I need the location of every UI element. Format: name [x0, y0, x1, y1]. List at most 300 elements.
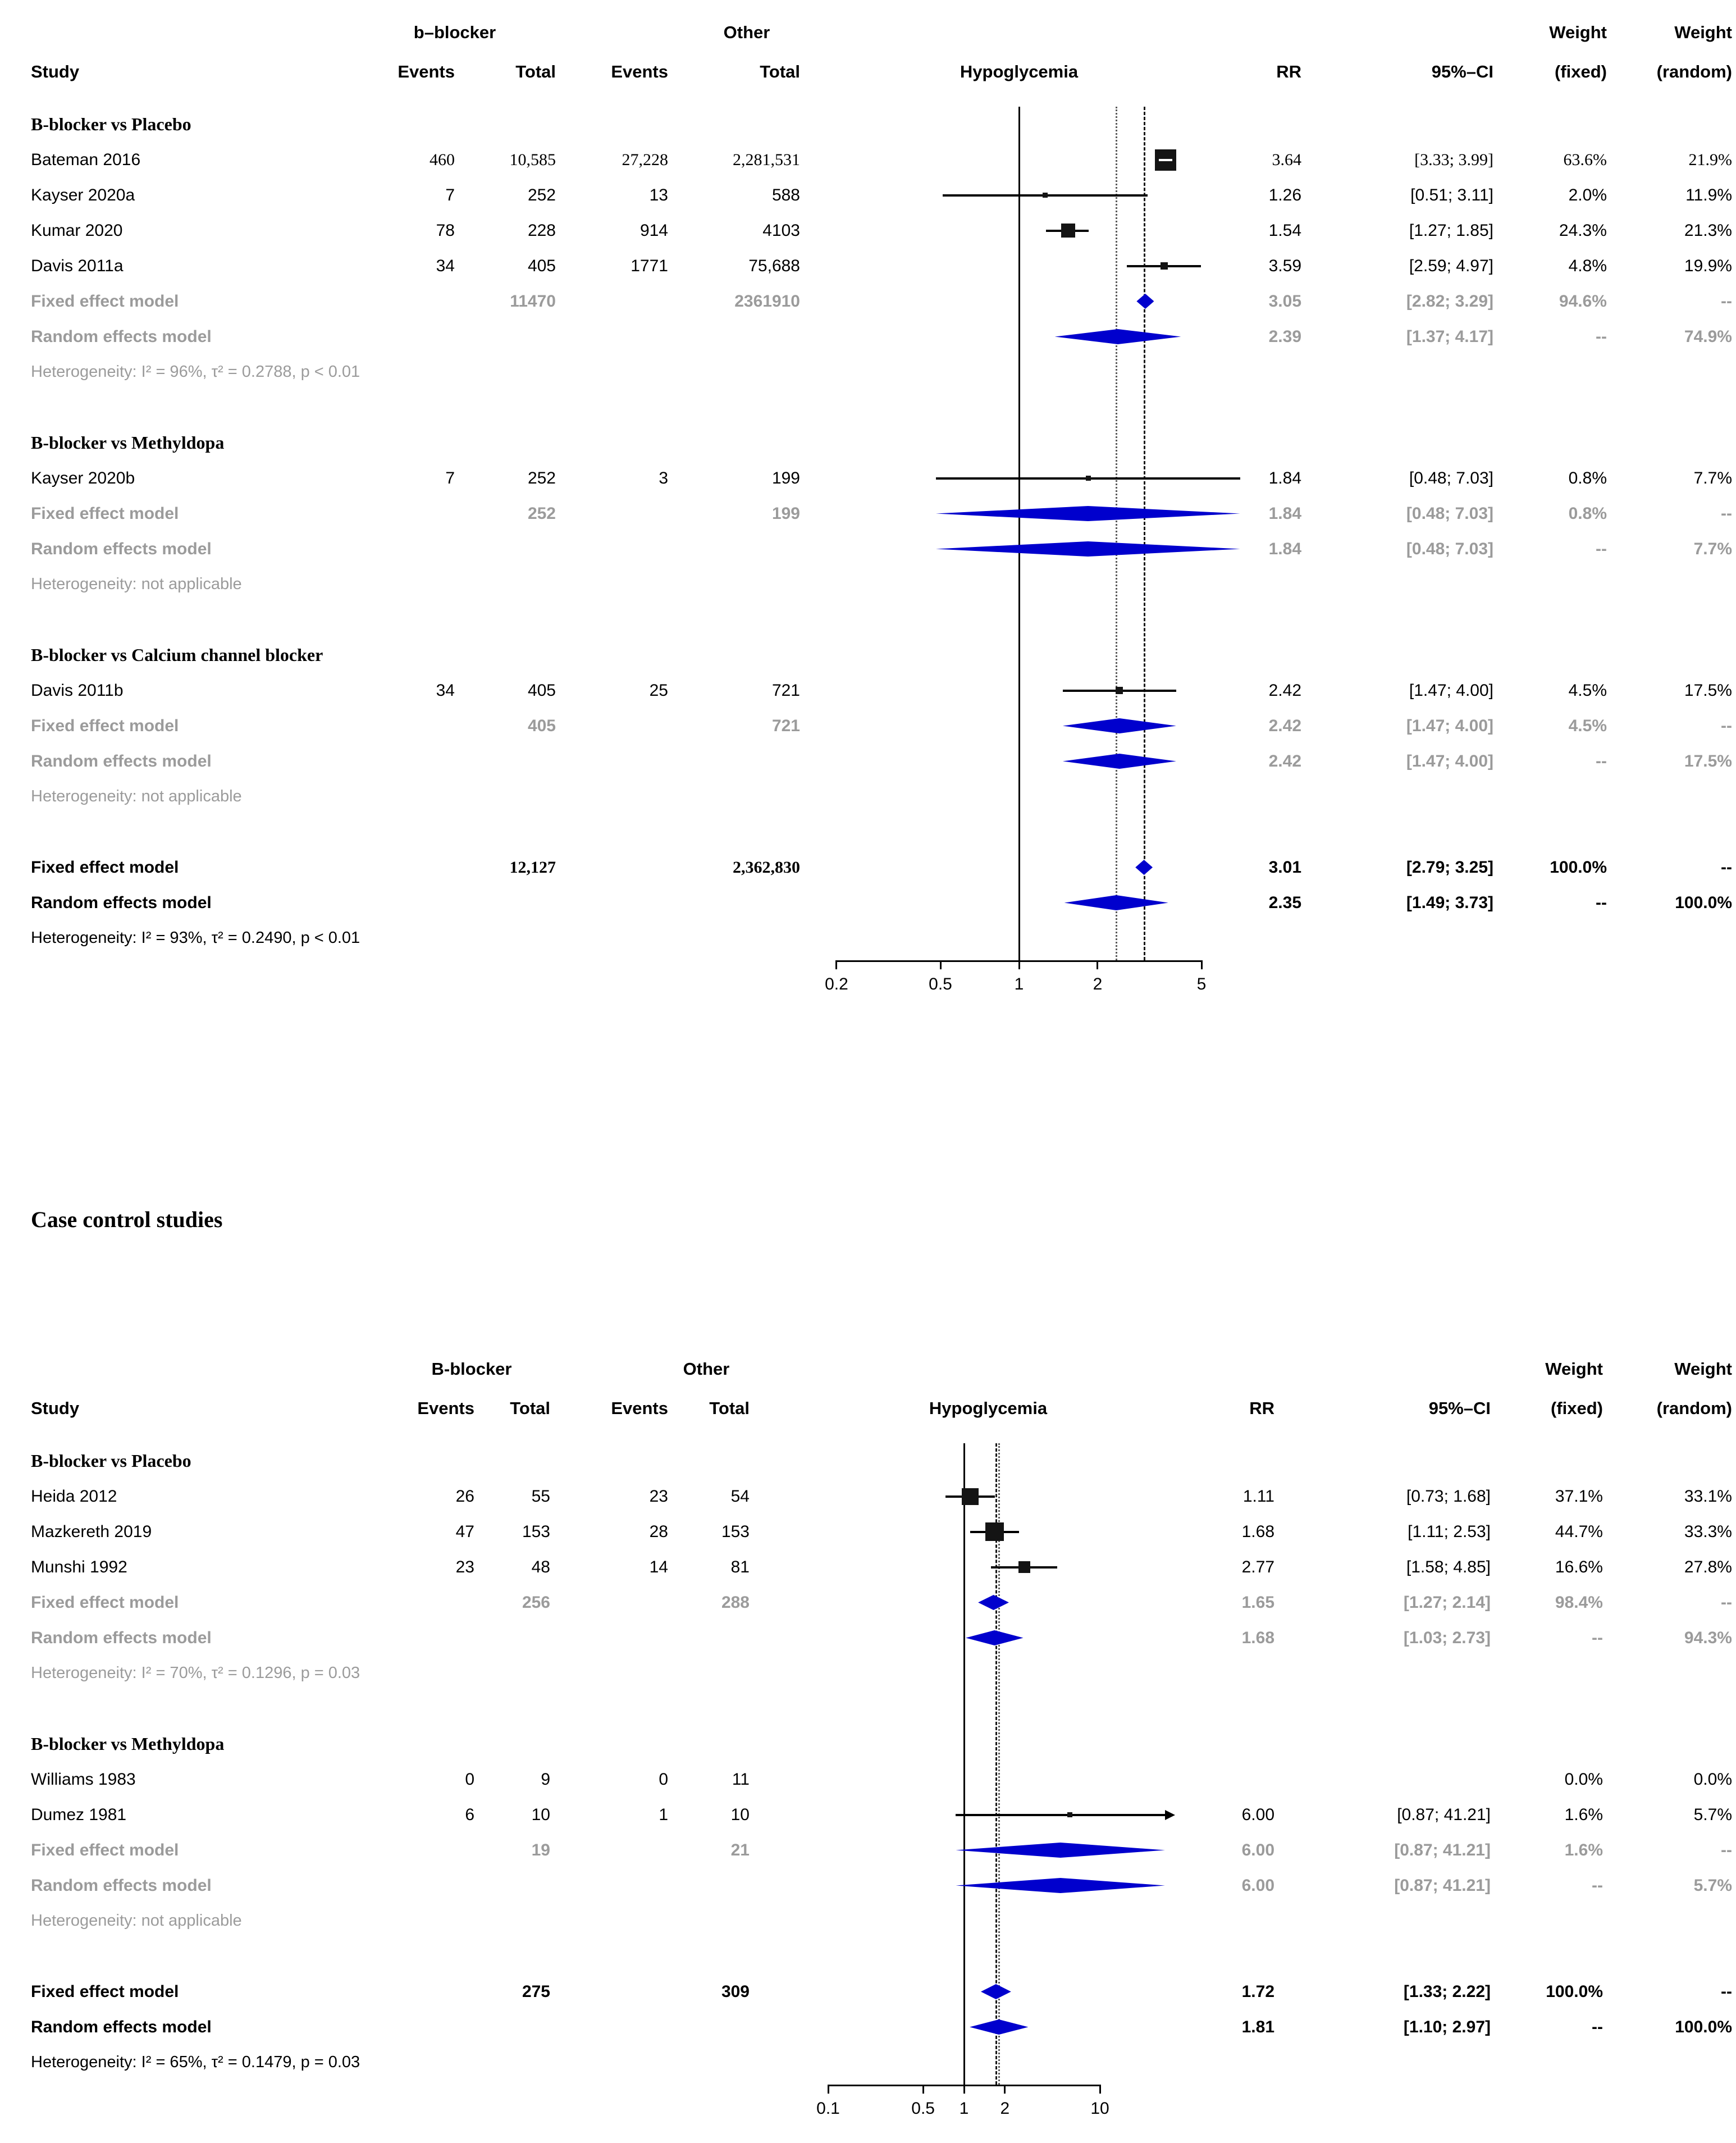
het-row: [0, 354, 1736, 390]
pooled-model-label: Fixed effect model: [31, 292, 179, 311]
study-label: Kumar 2020: [31, 221, 123, 240]
axis-tick-label: 1: [1014, 975, 1024, 993]
het-row: [0, 779, 1736, 814]
pooled-model-label: Random effects model: [31, 893, 212, 912]
group-row: [0, 1726, 1736, 1762]
ci-cell: [1.58; 4.85]: [1406, 1558, 1491, 1576]
pooled-row: [0, 531, 1736, 567]
heterogeneity-note: Heterogeneity: I² = 65%, τ² = 0.1479, p = 0.03: [31, 2053, 360, 2071]
events-control-cell: 0: [659, 1770, 668, 1789]
axis-tick-label: 0.5: [911, 2099, 935, 2118]
axis-tick: [963, 2085, 965, 2094]
total-treatment-cell: 55: [531, 1487, 550, 1506]
total-control-cell: 2,362,830: [733, 858, 800, 877]
pooled-model-label: Random effects model: [31, 327, 212, 346]
study-row: [0, 248, 1736, 284]
weight-fixed-header: Weight: [1549, 22, 1607, 42]
weight-random-cell: 100.0%: [1675, 2018, 1732, 2036]
effect-square: [962, 1488, 979, 1505]
ci-column-header: 95%–CI: [1431, 62, 1493, 81]
weight-random-cell: --: [1721, 1593, 1732, 1612]
study-row: [0, 673, 1736, 708]
total-treatment-cell: 153: [522, 1522, 550, 1541]
study-column-header: Study: [31, 1398, 80, 1418]
events-treatment-cell: 6: [465, 1805, 474, 1824]
weight-random-cell: 7.7%: [1693, 540, 1732, 558]
events-treatment-cell: 47: [455, 1522, 474, 1541]
weight-fixed-cell: 0.0%: [1564, 1770, 1603, 1789]
weight-random-cell: 100.0%: [1675, 893, 1732, 912]
heterogeneity-note: Heterogeneity: I² = 70%, τ² = 0.1296, p = 0.03: [31, 1664, 360, 1682]
events-control-cell: 1: [659, 1805, 668, 1824]
heterogeneity-note: Heterogeneity: not applicable: [31, 575, 242, 593]
total-control-cell: 81: [730, 1558, 750, 1576]
study-label: Kayser 2020b: [31, 469, 135, 487]
effect-square: [1061, 224, 1075, 238]
weight-random-cell: 21.9%: [1688, 151, 1732, 169]
events-control-cell: 13: [649, 186, 668, 204]
axis-tick-label: 0.5: [929, 975, 952, 993]
axis-tick: [1004, 2085, 1006, 2094]
ci-cell: [1.33; 2.22]: [1403, 1982, 1491, 2001]
axis-tick: [922, 2085, 924, 2094]
subgroup-heading: B-blocker vs Methyldopa: [31, 1734, 225, 1754]
pooled-row: [0, 1974, 1736, 2009]
rr-cell: 2.42: [1268, 752, 1301, 770]
total-treatment-cell: 275: [522, 1982, 550, 2001]
effect-square: [1086, 476, 1091, 481]
pooled-row: [0, 885, 1736, 920]
weight-fixed-cell: --: [1596, 327, 1607, 346]
subgroup-heading: B-blocker vs Placebo: [31, 114, 191, 134]
ci-cell: [1.37; 4.17]: [1406, 327, 1493, 346]
weight-fixed-header: Weight: [1545, 1359, 1603, 1379]
study-row: [0, 213, 1736, 248]
weight-fixed-cell: 4.5%: [1568, 681, 1607, 700]
weight-fixed-cell: --: [1596, 752, 1607, 770]
rr-cell: 1.84: [1268, 469, 1301, 487]
total-control-cell: 199: [771, 504, 800, 523]
pooled-row: [0, 744, 1736, 779]
axis-tick: [828, 2085, 829, 2094]
rr-cell: 6.00: [1241, 1876, 1274, 1895]
rr-cell: 2.39: [1268, 327, 1301, 346]
total-treatment-cell: 10,585: [509, 151, 556, 169]
pooled-row: [0, 284, 1736, 319]
total-control-cell: 199: [771, 469, 800, 487]
rr-cell: 1.65: [1241, 1593, 1274, 1612]
column-headers: [0, 1345, 1736, 1443]
events-control-cell: 1771: [631, 257, 668, 275]
rr-cell: 1.68: [1241, 1522, 1274, 1541]
het-row: [0, 920, 1736, 956]
het-row: [0, 1656, 1736, 1691]
axis-tick-label: 1: [959, 2099, 969, 2118]
rr-cell: 6.00: [1241, 1805, 1274, 1824]
effect-square: [1067, 1812, 1072, 1817]
rr-cell: 3.05: [1268, 292, 1301, 311]
axis-tick: [1201, 960, 1203, 969]
ci-clip-arrow-right: [1165, 1810, 1175, 1820]
events-treatment-cell: 34: [436, 681, 455, 700]
ci-cell: [1.47; 4.00]: [1406, 717, 1493, 735]
study-row: [0, 1479, 1736, 1514]
weight-random-header: Weight: [1674, 22, 1732, 42]
total-control-cell: 721: [771, 717, 800, 735]
weight-random-cell: 17.5%: [1684, 681, 1732, 700]
total-treatment-cell: 12,127: [509, 858, 556, 877]
total-control-cell: 309: [721, 1982, 750, 2001]
pooled-diamond: [966, 1630, 1023, 1645]
forest-rows: [0, 1443, 1736, 2141]
ci-cell: [2.59; 4.97]: [1409, 257, 1493, 275]
weight-random-cell: 33.3%: [1684, 1522, 1732, 1541]
pooled-row: [0, 1868, 1736, 1903]
events-treatment-cell: 0: [465, 1770, 474, 1789]
pooled-diamond: [981, 1984, 1011, 1999]
pooled-model-label: Random effects model: [31, 752, 212, 770]
spacer-row: [0, 390, 1736, 425]
pooled-model-label: Fixed effect model: [31, 1841, 179, 1859]
study-label: Kayser 2020a: [31, 186, 135, 204]
weight-fixed-cell: 100.0%: [1550, 858, 1607, 877]
events-control-cell: 23: [649, 1487, 668, 1506]
control-group-header: Other: [723, 22, 770, 42]
ci-cell: [0.48; 7.03]: [1406, 540, 1493, 558]
study-label: Williams 1983: [31, 1770, 136, 1789]
total-treatment-cell: 228: [527, 221, 556, 240]
pooled-model-label: Fixed effect model: [31, 504, 179, 523]
weight-fixed-cell: 4.5%: [1568, 717, 1607, 735]
events-treatment-cell: 7: [445, 469, 455, 487]
column-headers: [0, 8, 1736, 107]
total-treatment-cell: 19: [531, 1841, 550, 1859]
rr-cell: 1.68: [1241, 1629, 1274, 1647]
total-treatment-header: Total: [510, 1398, 550, 1418]
study-row: [0, 142, 1736, 177]
heterogeneity-note: Heterogeneity: I² = 96%, τ² = 0.2788, p < 0.01: [31, 363, 360, 381]
total-treatment-cell: 252: [527, 469, 556, 487]
effect-square: [1161, 262, 1168, 270]
weight-random-cell: 7.7%: [1693, 469, 1732, 487]
study-row: [0, 177, 1736, 213]
total-control-cell: 4103: [762, 221, 800, 240]
study-label: Heida 2012: [31, 1487, 117, 1506]
effect-measure-header: Hypoglycemia: [929, 1398, 1048, 1418]
events-treatment-cell: 34: [436, 257, 455, 275]
ci-cell: [0.48; 7.03]: [1409, 469, 1493, 487]
rr-cell: 1.81: [1241, 2018, 1274, 2036]
total-control-cell: 75,688: [748, 257, 800, 275]
control-group-header: Other: [683, 1359, 730, 1379]
ci-cell: [1.27; 2.14]: [1403, 1593, 1491, 1612]
weight-fixed-subheader: (fixed): [1551, 1398, 1603, 1418]
weight-random-cell: 19.9%: [1684, 257, 1732, 275]
events-control-cell: 914: [639, 221, 668, 240]
axis-tick-label: 5: [1196, 975, 1207, 993]
axis-tick: [940, 960, 942, 969]
total-treatment-header: Total: [515, 62, 556, 81]
total-control-cell: 2361910: [734, 292, 800, 311]
weight-random-subheader: (random): [1656, 62, 1732, 81]
rr-cell: 2.35: [1268, 893, 1301, 912]
pooled-model-label: Random effects model: [31, 540, 212, 558]
ci-column-header: 95%–CI: [1428, 1398, 1491, 1418]
ci-cell: [1.10; 2.97]: [1403, 2018, 1491, 2036]
ci-cell: [1.03; 2.73]: [1403, 1629, 1491, 1647]
axis-tick: [1018, 960, 1020, 969]
total-treatment-cell: 405: [527, 257, 556, 275]
events-treatment-cell: 78: [436, 221, 455, 240]
study-row: [0, 1762, 1736, 1797]
total-control-cell: 54: [730, 1487, 750, 1506]
ci-line-inner: [1159, 159, 1172, 161]
het-row: [0, 567, 1736, 602]
weight-fixed-cell: --: [1596, 893, 1607, 912]
pooled-row: [0, 2009, 1736, 2045]
weight-fixed-cell: --: [1596, 540, 1607, 558]
spacer-row: [0, 1691, 1736, 1726]
spacer-row: [0, 1939, 1736, 1974]
case-control-forest-panel: [0, 1345, 1736, 2141]
weight-fixed-cell: 37.1%: [1555, 1487, 1603, 1506]
pooled-model-label: Fixed effect model: [31, 1982, 179, 2001]
subgroup-heading: B-blocker vs Calcium channel blocker: [31, 645, 323, 665]
weight-random-header: Weight: [1674, 1359, 1732, 1379]
treatment-group-header: b–blocker: [413, 22, 496, 42]
group-row: [0, 425, 1736, 460]
rr-cell: 2.42: [1268, 717, 1301, 735]
axis-tick: [1097, 960, 1098, 969]
total-control-cell: 721: [771, 681, 800, 700]
weight-fixed-cell: 24.3%: [1559, 221, 1607, 240]
total-control-cell: 153: [721, 1522, 750, 1541]
effect-square: [1116, 687, 1123, 694]
weight-random-cell: 17.5%: [1684, 752, 1732, 770]
rr-cell: 2.42: [1268, 681, 1301, 700]
events-control-cell: 14: [649, 1558, 668, 1576]
pooled-model-label: Fixed effect model: [31, 858, 179, 877]
heterogeneity-note: Heterogeneity: not applicable: [31, 787, 242, 805]
events-treatment-cell: 23: [455, 1558, 474, 1576]
case-control-section-heading: Case control studies: [31, 1207, 223, 1232]
weight-fixed-cell: 0.8%: [1568, 504, 1607, 523]
weight-random-cell: 0.0%: [1693, 1770, 1732, 1789]
weight-fixed-cell: 94.6%: [1559, 292, 1607, 311]
het-row: [0, 1903, 1736, 1939]
pooled-row: [0, 708, 1736, 744]
rr-cell: 6.00: [1241, 1841, 1274, 1859]
group-row: [0, 1443, 1736, 1479]
ci-cell: [0.87; 41.21]: [1394, 1876, 1491, 1895]
ci-cell: [1.47; 4.00]: [1406, 752, 1493, 770]
axis-tick-label: 0.1: [816, 2099, 840, 2118]
pooled-model-label: Fixed effect model: [31, 717, 179, 735]
weight-random-cell: --: [1721, 504, 1732, 523]
spacer-row: [0, 814, 1736, 850]
events-treatment-cell: 460: [430, 151, 455, 169]
rr-cell: 3.59: [1268, 257, 1301, 275]
study-label: Davis 2011b: [31, 681, 124, 700]
ci-cell: [2.82; 3.29]: [1406, 292, 1493, 311]
axis-tick: [835, 960, 837, 969]
treatment-group-header: B-blocker: [431, 1359, 512, 1379]
heterogeneity-note: Heterogeneity: not applicable: [31, 1912, 242, 1930]
weight-random-cell: 94.3%: [1684, 1629, 1732, 1647]
subgroup-heading: B-blocker vs Methyldopa: [31, 432, 225, 453]
subgroup-heading: B-blocker vs Placebo: [31, 1451, 191, 1471]
pooled-model-label: Random effects model: [31, 1876, 212, 1895]
weight-fixed-cell: --: [1592, 2018, 1603, 2036]
pooled-model-label: Random effects model: [31, 1629, 212, 1647]
rr-column-header: RR: [1276, 62, 1301, 81]
total-control-cell: 588: [771, 186, 800, 204]
ci-cell: [0.73; 1.68]: [1406, 1487, 1491, 1506]
weight-fixed-cell: 98.4%: [1555, 1593, 1603, 1612]
weight-random-cell: 74.9%: [1684, 327, 1732, 346]
total-control-header: Total: [709, 1398, 750, 1418]
axis-tick-label: 2: [1093, 975, 1103, 993]
heterogeneity-note: Heterogeneity: I² = 93%, τ² = 0.2490, p < 0.01: [31, 929, 360, 947]
ci-cell: [0.87; 41.21]: [1394, 1841, 1491, 1859]
total-treatment-cell: 9: [541, 1770, 550, 1789]
rr-cell: 3.01: [1268, 858, 1301, 877]
pooled-row: [0, 1832, 1736, 1868]
weight-random-cell: 11.9%: [1685, 186, 1732, 204]
weight-random-cell: 27.8%: [1684, 1558, 1732, 1576]
study-row: [0, 1514, 1736, 1549]
study-column-header: Study: [31, 62, 80, 81]
ci-cell: [0.51; 3.11]: [1410, 186, 1493, 204]
ci-cell: [1.27; 1.85]: [1409, 221, 1493, 240]
study-label: Mazkereth 2019: [31, 1522, 152, 1541]
effect-measure-header: Hypoglycemia: [960, 62, 1079, 81]
weight-fixed-cell: 1.6%: [1564, 1805, 1603, 1824]
weight-random-subheader: (random): [1656, 1398, 1732, 1418]
weight-fixed-cell: --: [1592, 1629, 1603, 1647]
study-row: [0, 1549, 1736, 1585]
weight-random-cell: 5.7%: [1693, 1805, 1732, 1824]
pooled-row: [0, 850, 1736, 885]
weight-fixed-cell: 63.6%: [1563, 151, 1607, 169]
weight-fixed-cell: 1.6%: [1564, 1841, 1603, 1859]
weight-random-cell: --: [1721, 1982, 1732, 2001]
spacer-row: [0, 602, 1736, 637]
axis-tick-label: 2: [1000, 2099, 1010, 2118]
events-control-cell: 25: [649, 681, 668, 700]
pooled-diamond: [978, 1595, 1009, 1610]
weight-random-cell: 21.3%: [1684, 221, 1732, 240]
rr-cell: 1.84: [1268, 540, 1301, 558]
events-control-cell: 3: [659, 469, 668, 487]
rr-cell: 1.84: [1268, 504, 1301, 523]
weight-fixed-cell: 16.6%: [1555, 1558, 1603, 1576]
total-treatment-cell: 405: [527, 681, 556, 700]
axis-tick-label: 10: [1090, 2099, 1109, 2118]
study-label: Davis 2011a: [31, 257, 124, 275]
events-control-cell: 28: [649, 1522, 668, 1541]
study-row: [0, 1797, 1736, 1832]
weight-random-cell: --: [1721, 1841, 1732, 1859]
study-label: Munshi 1992: [31, 1558, 127, 1576]
study-label: Bateman 2016: [31, 151, 141, 169]
events-control-cell: 27,228: [622, 151, 668, 169]
events-treatment-header: Events: [417, 1398, 474, 1418]
weight-random-cell: 5.7%: [1693, 1876, 1732, 1895]
total-treatment-cell: 405: [527, 717, 556, 735]
study-row: [0, 460, 1736, 496]
pooled-row: [0, 1585, 1736, 1620]
weight-random-cell: --: [1721, 858, 1732, 877]
weight-random-cell: --: [1721, 292, 1732, 311]
weight-random-cell: --: [1721, 717, 1732, 735]
het-row: [0, 2045, 1736, 2080]
weight-fixed-cell: 0.8%: [1568, 469, 1607, 487]
total-treatment-cell: 10: [531, 1805, 550, 1824]
axis-tick-label: 0.2: [825, 975, 848, 993]
rr-column-header: RR: [1249, 1398, 1274, 1418]
rr-cell: 1.11: [1242, 1487, 1274, 1506]
ci-cell: [1.49; 3.73]: [1406, 893, 1493, 912]
axis-tick: [1099, 2085, 1101, 2094]
pooled-row: [0, 496, 1736, 531]
weight-fixed-cell: 4.8%: [1568, 257, 1607, 275]
effect-square: [985, 1522, 1004, 1541]
ci-cell: [2.79; 3.25]: [1406, 858, 1493, 877]
group-row: [0, 637, 1736, 673]
ci-cell: [0.87; 41.21]: [1397, 1805, 1491, 1824]
total-control-cell: 2,281,531: [733, 151, 800, 169]
group-row: [0, 107, 1736, 142]
pooled-model-label: Random effects model: [31, 2018, 212, 2036]
total-treatment-cell: 48: [531, 1558, 550, 1576]
effect-square: [1043, 193, 1048, 198]
total-treatment-cell: 256: [522, 1593, 550, 1612]
total-treatment-cell: 252: [527, 186, 556, 204]
rr-cell: 2.77: [1241, 1558, 1274, 1576]
total-control-cell: 21: [730, 1841, 750, 1859]
weight-fixed-cell: 44.7%: [1555, 1522, 1603, 1541]
rr-cell: 3.64: [1272, 151, 1301, 169]
cohort-studies-forest-panel: [0, 8, 1736, 1016]
events-control-header: Events: [611, 1398, 668, 1418]
rr-cell: 1.54: [1268, 221, 1301, 240]
study-label: Dumez 1981: [31, 1805, 127, 1824]
weight-fixed-cell: 100.0%: [1546, 1982, 1603, 2001]
weight-fixed-subheader: (fixed): [1555, 62, 1607, 81]
total-control-cell: 11: [732, 1770, 750, 1789]
pooled-row: [0, 319, 1736, 354]
rr-cell: 1.72: [1241, 1982, 1274, 2001]
total-treatment-cell: 11470: [510, 292, 556, 311]
weight-fixed-cell: 2.0%: [1568, 186, 1607, 204]
pooled-model-label: Fixed effect model: [31, 1593, 179, 1612]
ci-cell: [3.33; 3.99]: [1414, 151, 1493, 169]
ci-cell: [0.48; 7.03]: [1406, 504, 1493, 523]
pooled-diamond: [970, 2019, 1028, 2035]
effect-square: [1018, 1561, 1030, 1573]
events-treatment-header: Events: [398, 62, 455, 81]
events-treatment-cell: 26: [455, 1487, 474, 1506]
events-control-header: Events: [611, 62, 668, 81]
weight-random-cell: 33.1%: [1684, 1487, 1732, 1506]
ci-cell: [1.11; 2.53]: [1408, 1522, 1491, 1541]
forest-rows: [0, 107, 1736, 1016]
weight-fixed-cell: --: [1592, 1876, 1603, 1895]
ci-cell: [1.47; 4.00]: [1409, 681, 1493, 700]
ci-line: [956, 1814, 1165, 1816]
events-treatment-cell: 7: [445, 186, 455, 204]
